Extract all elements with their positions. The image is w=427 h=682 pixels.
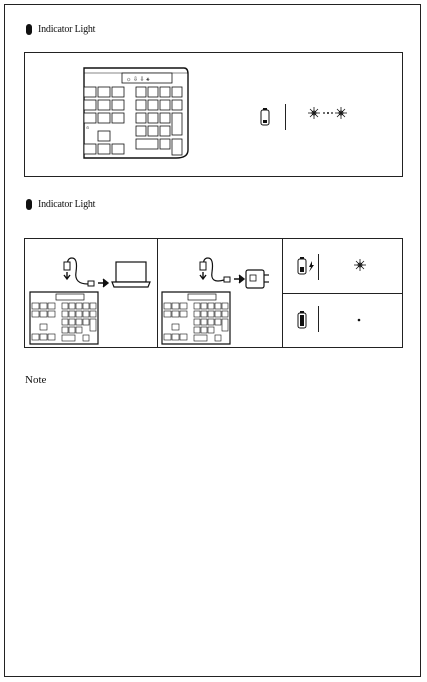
battery-full-icon <box>297 311 309 329</box>
indicator-divider-2 <box>318 254 319 280</box>
indicator-divider-1 <box>285 104 286 130</box>
usb-cable-icon <box>60 254 100 294</box>
keyboard-illustration-right <box>160 290 232 346</box>
keyboard-illustration-top <box>80 66 190 162</box>
svg-text:☼ ⇩ ⇩ ⚹: ☼ ⇩ ⇩ ⚹ <box>126 77 150 83</box>
blinking-light-icon <box>353 258 367 272</box>
indicator-pill-icon <box>26 199 32 210</box>
power-adapter-icon <box>244 268 270 290</box>
panel-divider-1 <box>157 238 158 348</box>
blinking-light-icon <box>308 106 348 120</box>
svg-text:⊙: ⊙ <box>86 125 90 130</box>
section1-heading <box>26 24 95 35</box>
section2-heading <box>26 199 95 210</box>
panel-divider-3 <box>282 293 403 294</box>
steady-light-icon <box>356 317 362 323</box>
laptop-icon <box>110 260 152 290</box>
indicator-pill-icon <box>26 24 32 35</box>
battery-icon <box>260 108 270 126</box>
usb-cable-icon <box>196 254 236 294</box>
note-label: Note <box>25 374 47 386</box>
keyboard-illustration-left <box>28 290 100 346</box>
section2-heading-text: Indicator Light <box>38 199 96 210</box>
battery-charging-icon <box>297 257 315 275</box>
indicator-divider-3 <box>318 306 319 332</box>
arrow-right-icon <box>98 278 110 288</box>
section1-heading-text: Indicator Light <box>38 24 96 35</box>
